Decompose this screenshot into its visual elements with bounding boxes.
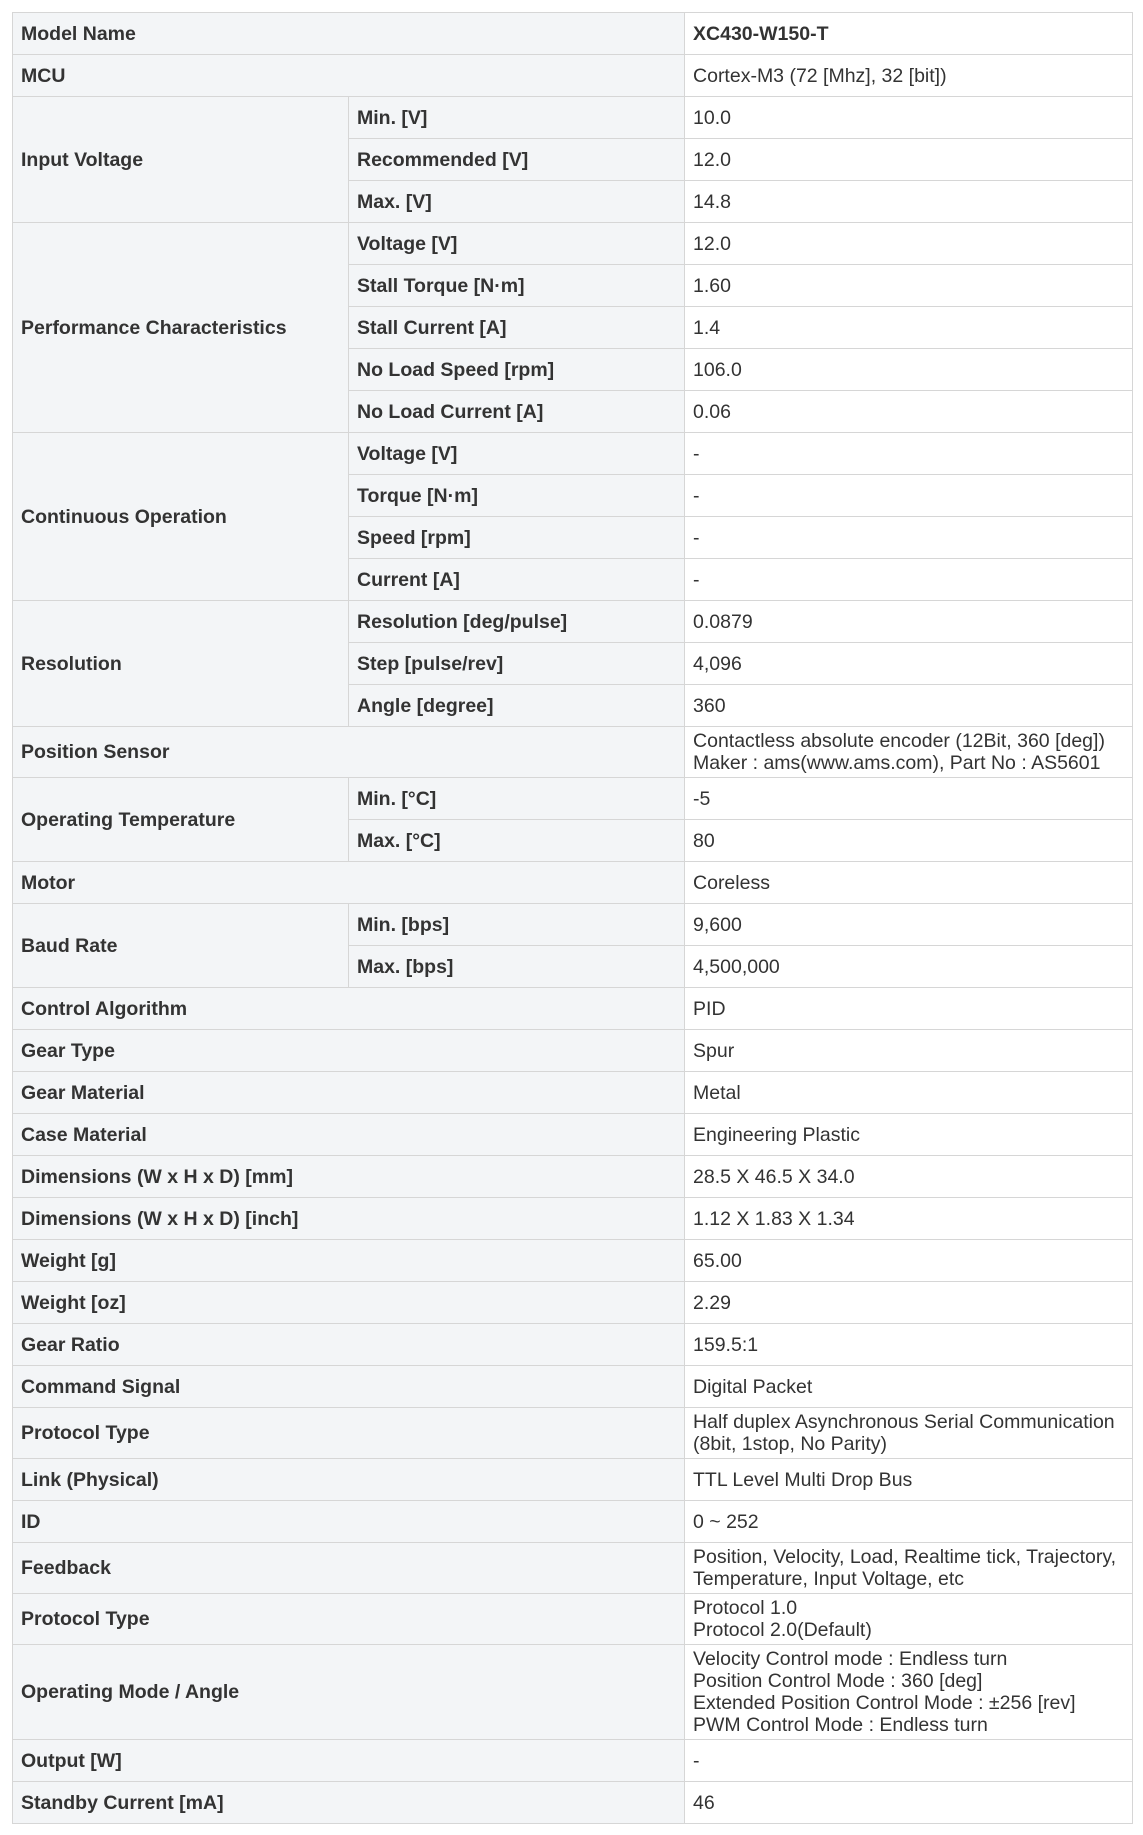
- spec-value: [685, 517, 1133, 559]
- spec-row-gear-ratio: [13, 1324, 1133, 1366]
- spec-value: [685, 1408, 1133, 1459]
- spec-value-line: Position, Velocity, Load, Realtime tick, Trajectory,: [693, 1546, 1117, 1568]
- spec-value: [685, 1072, 1133, 1114]
- spec-sublabel: Min. [V]: [349, 97, 685, 139]
- spec-value: [685, 1366, 1133, 1408]
- spec-sublabel: Resolution [deg/pulse]: [349, 601, 685, 643]
- spec-value-line: Extended Position Control Mode : ±256 [rev]: [693, 1692, 1076, 1714]
- spec-value-line: Temperature, Input Voltage, etc: [693, 1568, 965, 1590]
- spec-value: [685, 862, 1133, 904]
- spec-row-protocol-type: [13, 1408, 1133, 1459]
- spec-row-model-name: [13, 13, 1133, 55]
- spec-value: [685, 1645, 1133, 1740]
- spec-label: Input Voltage: [13, 97, 349, 223]
- spec-label: Link (Physical): [13, 1459, 685, 1501]
- spec-value: [685, 265, 1133, 307]
- spec-value-line: Velocity Control mode : Endless turn: [693, 1648, 1008, 1670]
- spec-label: Weight [oz]: [13, 1282, 685, 1324]
- spec-value-line: 4,500,000: [693, 955, 780, 978]
- spec-row-position-sensor: [13, 727, 1133, 778]
- spec-label: Gear Type: [13, 1030, 685, 1072]
- spec-sublabel: No Load Current [A]: [349, 391, 685, 433]
- spec-row-continuous-operation-voltage-v: [13, 433, 1133, 475]
- spec-sublabel: Angle [degree]: [349, 685, 685, 727]
- spec-value: [685, 139, 1133, 181]
- spec-value-line: 80: [693, 829, 715, 852]
- spec-value: [685, 1282, 1133, 1324]
- spec-value-line: -: [693, 568, 700, 591]
- spec-sublabel: Stall Torque [N·m]: [349, 265, 685, 307]
- spec-value-line: Digital Packet: [693, 1375, 813, 1398]
- spec-value: [685, 685, 1133, 727]
- spec-row-case-material: [13, 1114, 1133, 1156]
- spec-value: [685, 223, 1133, 265]
- spec-row-operating-mode-angle: [13, 1645, 1133, 1740]
- spec-row-performance-characteristics-voltage-v: [13, 223, 1133, 265]
- spec-value-line: 1.12 X 1.83 X 1.34: [693, 1207, 855, 1230]
- spec-value-line: PWM Control Mode : Endless turn: [693, 1714, 988, 1736]
- spec-value-line: Metal: [693, 1081, 741, 1104]
- spec-value: [685, 1782, 1133, 1824]
- spec-value: [685, 1156, 1133, 1198]
- spec-value-line: 28.5 X 46.5 X 34.0: [693, 1165, 855, 1188]
- spec-value: [685, 1324, 1133, 1366]
- spec-label: Standby Current [mA]: [13, 1782, 685, 1824]
- spec-sublabel: Torque [N·m]: [349, 475, 685, 517]
- spec-label: Protocol Type: [13, 1594, 685, 1645]
- spec-row-standby-current-ma: [13, 1782, 1133, 1824]
- spec-value-line: Contactless absolute encoder (12Bit, 360 [deg]): [693, 730, 1105, 752]
- spec-row-output-w: [13, 1740, 1133, 1782]
- spec-sublabel: Max. [°C]: [349, 820, 685, 862]
- spec-label: Dimensions (W x H x D) [mm]: [13, 1156, 685, 1198]
- spec-sublabel: Min. [bps]: [349, 904, 685, 946]
- spec-label: Dimensions (W x H x D) [inch]: [13, 1198, 685, 1240]
- spec-value: [685, 820, 1133, 862]
- spec-value: [685, 988, 1133, 1030]
- spec-label: Gear Ratio: [13, 1324, 685, 1366]
- spec-value: [685, 1240, 1133, 1282]
- spec-value-line: 9,600: [693, 913, 742, 936]
- spec-row-resolution-resolution-deg-pulse: [13, 601, 1133, 643]
- spec-label: ID: [13, 1501, 685, 1543]
- spec-label: Position Sensor: [13, 727, 685, 778]
- spec-sublabel: Recommended [V]: [349, 139, 685, 181]
- spec-value-line: Position Control Mode : 360 [deg]: [693, 1670, 983, 1692]
- spec-value: [685, 1501, 1133, 1543]
- spec-value-line: 1.4: [693, 316, 721, 339]
- spec-value-line: 0 ~ 252: [693, 1510, 759, 1533]
- spec-value: [685, 433, 1133, 475]
- spec-row-gear-material: [13, 1072, 1133, 1114]
- spec-label: Performance Characteristics: [13, 223, 349, 433]
- spec-row-dimensions-w-x-h-x-d-mm: [13, 1156, 1133, 1198]
- spec-value: [685, 1030, 1133, 1072]
- spec-sublabel: No Load Speed [rpm]: [349, 349, 685, 391]
- spec-value-line: XC430-W150-T: [693, 22, 829, 45]
- spec-value-line: Protocol 2.0(Default): [693, 1619, 872, 1641]
- spec-label: Motor: [13, 862, 685, 904]
- spec-row-baud-rate-min-bps: [13, 904, 1133, 946]
- spec-sublabel: Stall Current [A]: [349, 307, 685, 349]
- spec-value-line: Cortex-M3 (72 [Mhz], 32 [bit]): [693, 64, 947, 87]
- spec-value-line: 0.06: [693, 400, 731, 423]
- spec-value-line: 0.0879: [693, 610, 753, 633]
- spec-value: [685, 1594, 1133, 1645]
- spec-value-line: 2.29: [693, 1291, 731, 1314]
- spec-value-line: Maker : ams(www.ams.com), Part No : AS5601: [693, 752, 1101, 774]
- spec-value-line: TTL Level Multi Drop Bus: [693, 1468, 913, 1491]
- spec-value: [685, 1459, 1133, 1501]
- spec-sublabel: Current [A]: [349, 559, 685, 601]
- spec-value-line: -: [693, 484, 700, 507]
- spec-value-line: 12.0: [693, 232, 731, 255]
- spec-row-control-algorithm: [13, 988, 1133, 1030]
- spec-row-operating-temperature-min-c: [13, 778, 1133, 820]
- spec-value: [685, 778, 1133, 820]
- spec-row-weight-g: [13, 1240, 1133, 1282]
- spec-value-line: Engineering Plastic: [693, 1123, 860, 1146]
- spec-label: Operating Mode / Angle: [13, 1645, 685, 1740]
- spec-row-feedback: [13, 1543, 1133, 1594]
- spec-value-line: Half duplex Asynchronous Serial Communication: [693, 1411, 1115, 1433]
- spec-value: [685, 559, 1133, 601]
- spec-value-line: PID: [693, 997, 726, 1020]
- spec-value: [685, 1114, 1133, 1156]
- spec-value: [685, 1740, 1133, 1782]
- spec-value-line: 159.5:1: [693, 1333, 759, 1356]
- spec-value: [685, 97, 1133, 139]
- spec-value: [685, 307, 1133, 349]
- spec-value-line: 65.00: [693, 1249, 742, 1272]
- spec-label: Feedback: [13, 1543, 685, 1594]
- spec-value: [685, 13, 1133, 55]
- spec-sublabel: Max. [V]: [349, 181, 685, 223]
- spec-sublabel: Step [pulse/rev]: [349, 643, 685, 685]
- spec-value-line: 1.60: [693, 274, 731, 297]
- spec-label: Baud Rate: [13, 904, 349, 988]
- spec-value: [685, 475, 1133, 517]
- spec-row-input-voltage-min-v: [13, 97, 1133, 139]
- spec-table-body: [13, 13, 1133, 1824]
- spec-label: Gear Material: [13, 1072, 685, 1114]
- spec-sublabel: Voltage [V]: [349, 223, 685, 265]
- spec-sublabel: Min. [°C]: [349, 778, 685, 820]
- spec-value-line: -: [693, 442, 700, 465]
- spec-value-line: 10.0: [693, 106, 731, 129]
- spec-table: [12, 12, 1133, 1824]
- spec-value-line: (8bit, 1stop, No Parity): [693, 1433, 888, 1455]
- spec-label: Control Algorithm: [13, 988, 685, 1030]
- spec-value: [685, 904, 1133, 946]
- spec-row-weight-oz: [13, 1282, 1133, 1324]
- spec-label: Continuous Operation: [13, 433, 349, 601]
- spec-value-line: -: [693, 526, 700, 549]
- spec-label: Command Signal: [13, 1366, 685, 1408]
- spec-value-line: Coreless: [693, 871, 770, 894]
- spec-value-line: Spur: [693, 1039, 735, 1062]
- spec-value-line: 106.0: [693, 358, 742, 381]
- spec-row-motor: [13, 862, 1133, 904]
- spec-row-id: [13, 1501, 1133, 1543]
- spec-sublabel: Speed [rpm]: [349, 517, 685, 559]
- spec-value-line: 360: [693, 694, 726, 717]
- spec-value: [685, 55, 1133, 97]
- spec-value: [685, 391, 1133, 433]
- spec-value: [685, 181, 1133, 223]
- spec-value: [685, 349, 1133, 391]
- spec-value: [685, 727, 1133, 778]
- spec-label: Output [W]: [13, 1740, 685, 1782]
- spec-value-line: 4,096: [693, 652, 742, 675]
- spec-row-mcu: [13, 55, 1133, 97]
- spec-value-line: -: [693, 1749, 700, 1772]
- spec-value-line: -5: [693, 787, 711, 810]
- spec-value-line: Protocol 1.0: [693, 1597, 798, 1619]
- spec-label: Protocol Type: [13, 1408, 685, 1459]
- spec-value: [685, 1543, 1133, 1594]
- spec-sublabel: Voltage [V]: [349, 433, 685, 475]
- spec-value: [685, 601, 1133, 643]
- spec-row-dimensions-w-x-h-x-d-inch: [13, 1198, 1133, 1240]
- spec-label: Model Name: [13, 13, 685, 55]
- spec-label: Operating Temperature: [13, 778, 349, 862]
- spec-row-command-signal: [13, 1366, 1133, 1408]
- spec-value-line: 46: [693, 1791, 715, 1814]
- spec-value: [685, 643, 1133, 685]
- spec-row-gear-type: [13, 1030, 1133, 1072]
- spec-label: Case Material: [13, 1114, 685, 1156]
- spec-sublabel: Max. [bps]: [349, 946, 685, 988]
- spec-label: Weight [g]: [13, 1240, 685, 1282]
- spec-label: Resolution: [13, 601, 349, 727]
- spec-row-protocol-type: [13, 1594, 1133, 1645]
- spec-value: [685, 946, 1133, 988]
- spec-row-link-physical: [13, 1459, 1133, 1501]
- spec-value: [685, 1198, 1133, 1240]
- spec-label: MCU: [13, 55, 685, 97]
- spec-value-line: 12.0: [693, 148, 731, 171]
- spec-value-line: 14.8: [693, 190, 731, 213]
